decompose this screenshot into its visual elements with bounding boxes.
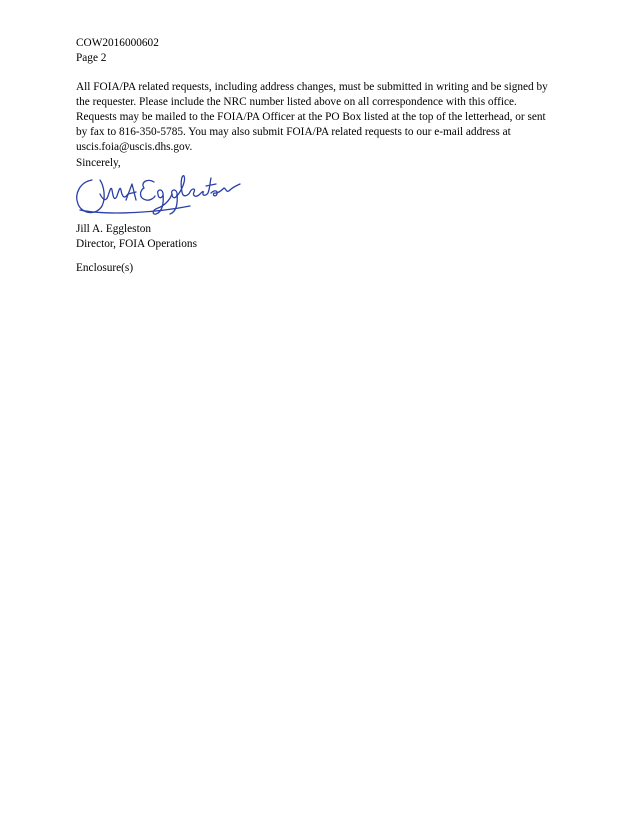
body-line: uscis.foia@uscis.dhs.gov. [76, 141, 193, 153]
signature-block [76, 222, 197, 252]
body-line: All FOIA/PA related requests, including address changes, must be submitted in writing and be signed by [76, 81, 548, 93]
page-header [76, 36, 159, 66]
handwritten-signature [70, 166, 250, 226]
signer-title: Director, FOIA Operations [76, 238, 197, 250]
page-number: Page 2 [76, 52, 107, 64]
body-line: by fax to 816-350-5785. You may also submit FOIA/PA related requests to our e-mail address at [76, 126, 511, 138]
body-line: the requester. Please include the NRC number listed above on all correspondence with this office. [76, 96, 517, 108]
signer-name: Jill A. Eggleston [76, 223, 152, 235]
case-number: COW2016000602 [76, 37, 159, 49]
enclosure-note: Enclosure(s) [76, 262, 134, 274]
closing: Sincerely, [76, 157, 121, 169]
body-line: Requests may be mailed to the FOIA/PA Officer at the PO Box listed at the top of the letterhead, or sent [76, 111, 546, 123]
body-paragraph [76, 80, 566, 155]
